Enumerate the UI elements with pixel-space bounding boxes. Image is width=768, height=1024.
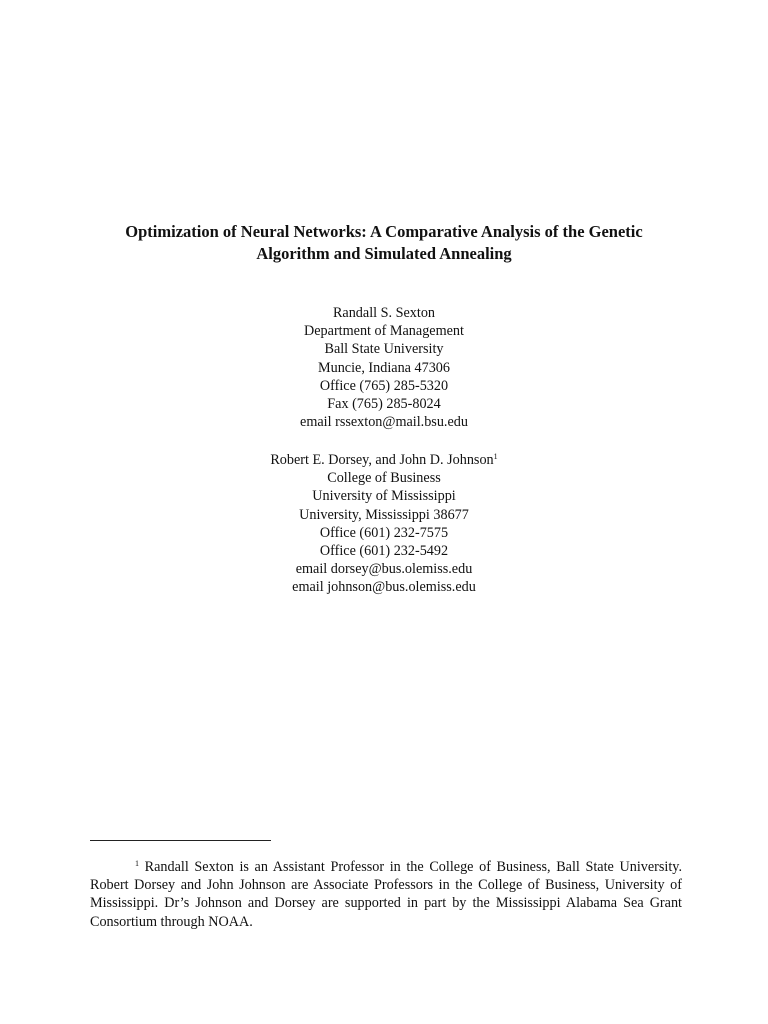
author-names: Robert E. Dorsey, and John D. Johnson (270, 452, 494, 468)
authors-line (84, 451, 684, 469)
footnote-line-2: Robert Dorsey and John Johnson are Associate Professors in the College of Business, University of (90, 877, 682, 894)
author-university: Ball State University (324, 341, 444, 358)
author-fax: Fax (765) 285-8024 (327, 396, 441, 413)
footnote-line-1 (90, 858, 682, 876)
author-name: Randall S. Sexton (332, 305, 436, 321)
footnote-text: Randall Sexton is an Assistant Professor in the College of Business, Ball State University. (144, 859, 682, 875)
author-address: Muncie, Indiana 47306 (318, 359, 450, 376)
author-department: Department of Management (304, 323, 464, 340)
footnote-marker: 1 (493, 452, 498, 461)
author-office-phone: Office (601) 232-5492 (319, 543, 449, 560)
title-line-2: Algorithm and Simulated Annealing (256, 244, 512, 263)
author-email: email johnson@bus.olemiss.edu (292, 579, 476, 596)
author-email: email rssexton@mail.bsu.edu (300, 414, 468, 431)
footnote-marker: 1 (135, 859, 139, 868)
author-college: College of Business (327, 470, 441, 487)
author-block-dorsey-johnson (84, 451, 684, 597)
footnote-line-4: Consortium through NOAA. (90, 913, 253, 930)
footnote-line-3: Mississippi. Dr’s Johnson and Dorsey are supported in part by the Mississippi Alabama Sea Grant (90, 895, 682, 912)
footnote (90, 858, 682, 931)
author-university: University of Mississippi (312, 488, 456, 505)
footnote-separator (90, 840, 271, 841)
author-office-phone: Office (601) 232-7575 (319, 524, 449, 541)
paper-title (60, 221, 708, 265)
author-email: email dorsey@bus.olemiss.edu (295, 561, 473, 578)
title-line-1: Optimization of Neural Networks: A Comparative Analysis of the Genetic (125, 222, 643, 241)
author-block-sexton (84, 304, 684, 431)
author-address: University, Mississippi 38677 (299, 506, 469, 523)
author-office-phone: Office (765) 285-5320 (319, 377, 449, 394)
